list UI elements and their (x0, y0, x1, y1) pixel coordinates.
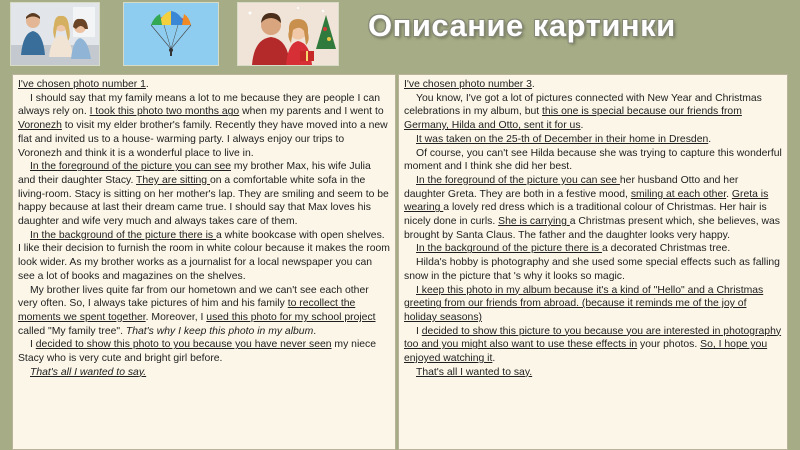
family-photo (10, 2, 100, 66)
text-run: your photos. (637, 339, 701, 351)
text-run: . (492, 353, 496, 365)
text-run: a Christmas present which, she believes, was brought by Santa Claus. The father and the daughter looks very happy. (404, 216, 780, 241)
text-run: . (708, 133, 712, 145)
text-run: called "My family tree". (18, 325, 126, 337)
paragraph (404, 366, 782, 380)
underlined-text: I've chosen photo number 3 (404, 79, 532, 90)
text-run: I (30, 339, 36, 351)
text-run: That's all I wanted to say. (30, 366, 147, 378)
right-text-panel (398, 74, 788, 450)
paragraph (404, 133, 782, 147)
text-run: on a comfortable white sofa in the living-room. Stacy is sitting on her mother's lap. They are smiling and seem to be happy because at last their dream came true. I should say that Max loves his daughter and wife very much and always takes care of them. (18, 174, 389, 228)
christmas-father-daughter-photo (237, 2, 339, 66)
text-run: Of course, you can't see Hilda because she was trying to capture this wonderful moment and I think she did her best. (404, 147, 782, 173)
left-text-panel (12, 74, 396, 450)
paragraph (18, 160, 390, 229)
paragraph (18, 366, 390, 380)
text-run: a white bookcase with open shelves. I like their decision to furnish the room in white colour because it makes the room look wider. As my brother works as a journalist for a local newspaper you can see a lot of books and magazines on the shelves. (18, 229, 390, 282)
paragraph (404, 174, 782, 243)
text-run: . (145, 79, 149, 90)
text-run: . (580, 120, 584, 132)
text-run: . (313, 325, 317, 337)
slide-header (0, 0, 800, 70)
text-run: My brother lives quite far from our hometown and we can't see each other very often. So, I always take pictures of him and his family (18, 284, 369, 310)
underlined-text: Voronezh (18, 120, 62, 132)
slide-title: Описание картинки (368, 8, 676, 43)
text-run: I should say that my family means a lot to me because they are people I can always rely on. (18, 92, 381, 118)
paragraph (404, 284, 782, 325)
underlined-text: I keep this photo in my album because it's a kind of "Hello" and a Christmas greeting from our friends from abroad. (because it reminds me of the joy of holiday seasons) (404, 284, 764, 323)
underline-run (30, 367, 146, 378)
text-run: . (726, 188, 732, 200)
text-run: a decorated Christmas tree. (602, 243, 731, 255)
paragraph (404, 92, 782, 133)
underlined-text: In the background of the picture there is (30, 229, 216, 241)
text-run: Hilda's hobby is photography and she used some special effects such as falling snow in the picture that 's why it looks so magic. (404, 257, 780, 282)
text-run: . (531, 79, 535, 90)
paragraph (18, 338, 390, 365)
text-run: . Moreover, I (145, 311, 207, 323)
underlined-text: So, I hope you enjoyed watching it (404, 339, 768, 365)
left-essay-text (13, 75, 395, 379)
text-run: I (416, 325, 422, 337)
paragraph (18, 92, 390, 161)
right-essay-text (399, 75, 787, 379)
text-run: You know, I've got a lot of pictures connected with New Year and Christmas celebrations in my album, but (404, 92, 762, 118)
family-photo-illustration (11, 3, 99, 65)
underlined-text: decided to show this photo to you because you have never seen (35, 339, 332, 351)
underlined-text: I've chosen photo number 1 (18, 79, 146, 90)
paragraph (404, 147, 782, 174)
underlined-text: smiling at each other (630, 188, 727, 200)
underlined-text: She is carrying (498, 216, 570, 228)
paragraph (18, 229, 390, 284)
paragraph (404, 242, 782, 256)
underlined-text: this one is special because our friends from Germany, Hilda and Otto, sent it for us (404, 106, 742, 132)
text-run: when my parents and I went to (239, 106, 384, 118)
paragraph (18, 284, 390, 339)
underlined-text: In the foreground of the picture you can see (416, 174, 620, 186)
text-run: a lovely red dress which is a traditional colour of Christmas. Her hair is nicely done in curls. (404, 202, 767, 228)
text-run: her husband Otto and her daughter Greta. They are both in a festive mood, (404, 174, 739, 200)
underlined-text: to recollect the moments we spent together (18, 298, 356, 323)
text-run: my niece Stacy who is very cute and bright girl before. (18, 339, 377, 365)
underlined-text: In the background of the picture there is (416, 243, 602, 255)
paragraph (404, 325, 782, 366)
text-run: my brother Max, his wife Julia and their daughter Stacy. (18, 161, 371, 186)
paragraph (404, 256, 782, 283)
underlined-text: They are sitting (136, 174, 210, 186)
underlined-text: That's all I wanted to say. (416, 366, 533, 378)
text-run: to visit my elder brother's family. Recently they have moved into a new flat and invited us to a house- warming party. I always enjoy our trips to Voronezh and think it is a wonderful place to live in. (18, 120, 388, 159)
christmas-photo-illustration (238, 3, 338, 65)
paragraph (18, 78, 390, 92)
parachute-photo (123, 2, 219, 66)
underlined-text: Greta is wearing (404, 188, 769, 214)
underlined-text: In the foreground of the picture you can see (30, 161, 232, 173)
underlined-text: decided to show this picture to you because you are interested in photography too and you might also want to use these effects in (404, 325, 782, 351)
parachute-photo-illustration (124, 3, 218, 65)
paragraph (404, 78, 782, 92)
underlined-text: It was taken on the 25-th of December in their home in Dresden (416, 133, 709, 145)
underlined-text: I took this photo two months ago (89, 106, 240, 118)
text-run: That's why I keep this photo in my album (125, 325, 314, 337)
underlined-text: used this photo for my school project (206, 311, 376, 323)
